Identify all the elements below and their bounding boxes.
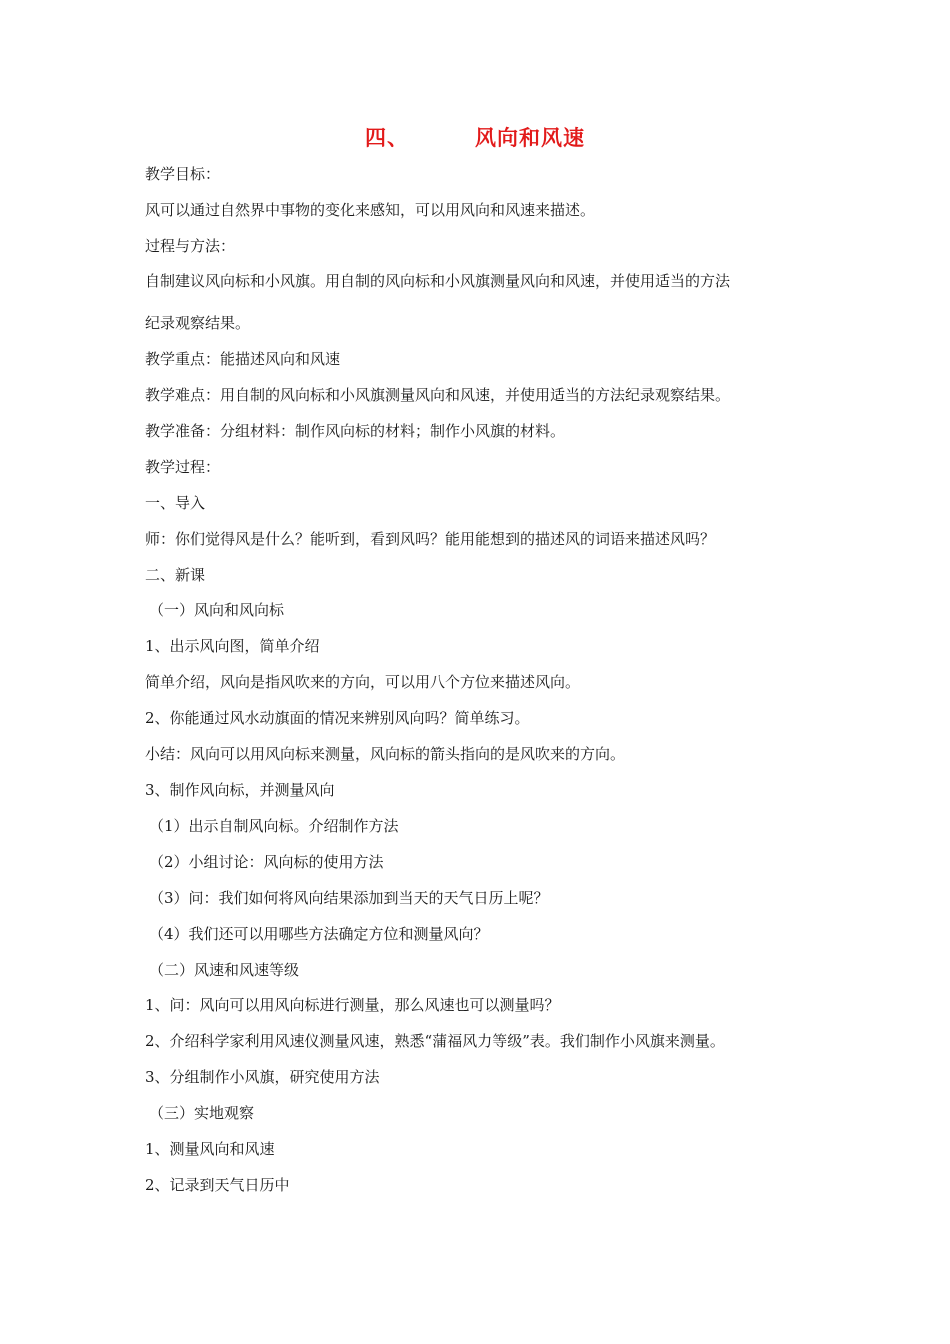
body-line: （三）实地观察 — [149, 1104, 255, 1122]
body-line: 3、分组制作小风旗，研究使用方法 — [145, 1068, 380, 1086]
body-line: 过程与方法： — [145, 237, 236, 255]
body-line: 教学难点：用自制的风向标和小风旗测量风向和风速，并使用适当的方法纪录观察结果。 — [145, 386, 731, 404]
body-line: 2、记录到天气日历中 — [145, 1176, 290, 1194]
body-line: 1、问：风向可以用风向标进行测量，那么风速也可以测量吗？ — [145, 996, 560, 1014]
body-line: 1、出示风向图，简单介绍 — [145, 637, 320, 655]
body-line: 教学重点：能描述风向和风速 — [145, 350, 341, 368]
body-line: 小结：风向可以用风向标来测量，风向标的箭头指向的是风吹来的方向。 — [145, 745, 626, 763]
page-title — [0, 122, 950, 152]
body-line: （二）风速和风速等级 — [149, 961, 300, 979]
body-line: 自制建议风向标和小风旗。用自制的风向标和小风旗测量风向和风速，并使用适当的方法 — [145, 272, 731, 290]
title-number: 四、 — [365, 126, 409, 150]
body-line: 风可以通过自然界中事物的变化来感知，可以用风向和风速来描述。 — [145, 201, 596, 219]
body-line: 教学目标： — [145, 165, 221, 183]
body-line: 教学过程： — [145, 458, 221, 476]
body-line: 一、导入 — [145, 494, 206, 512]
body-line: 简单介绍，风向是指风吹来的方向，可以用八个方位来描述风向。 — [145, 673, 581, 691]
body-line: 师：你们觉得风是什么？能听到，看到风吗？能用能想到的描述风的词语来描述风吗？ — [145, 530, 716, 548]
title-text: 风向和风速 — [475, 126, 585, 150]
body-line: 2、介绍科学家利用风速仪测量风速，熟悉“蒲福风力等级”表。我们制作小风旗来测量。 — [145, 1032, 725, 1050]
body-line: （3）问：我们如何将风向结果添加到当天的天气日历上呢？ — [149, 889, 549, 907]
body-line: 2、你能通过风水动旗面的情况来辨别风向吗？简单练习。 — [145, 709, 530, 727]
body-line: （2）小组讨论：风向标的使用方法 — [149, 853, 384, 871]
body-line: （1）出示自制风向标。介绍制作方法 — [149, 817, 399, 835]
body-line: 纪录观察结果。 — [145, 314, 251, 332]
body-line: 3、制作风向标，并测量风向 — [145, 781, 335, 799]
body-line: 教学准备：分组材料：制作风向标的材料；制作小风旗的材料。 — [145, 422, 566, 440]
body-line: （一）风向和风向标 — [149, 601, 285, 619]
body-line: （4）我们还可以用哪些方法确定方位和测量风向？ — [149, 925, 489, 943]
body-line: 1、测量风向和风速 — [145, 1140, 275, 1158]
body-line: 二、新课 — [145, 566, 206, 584]
